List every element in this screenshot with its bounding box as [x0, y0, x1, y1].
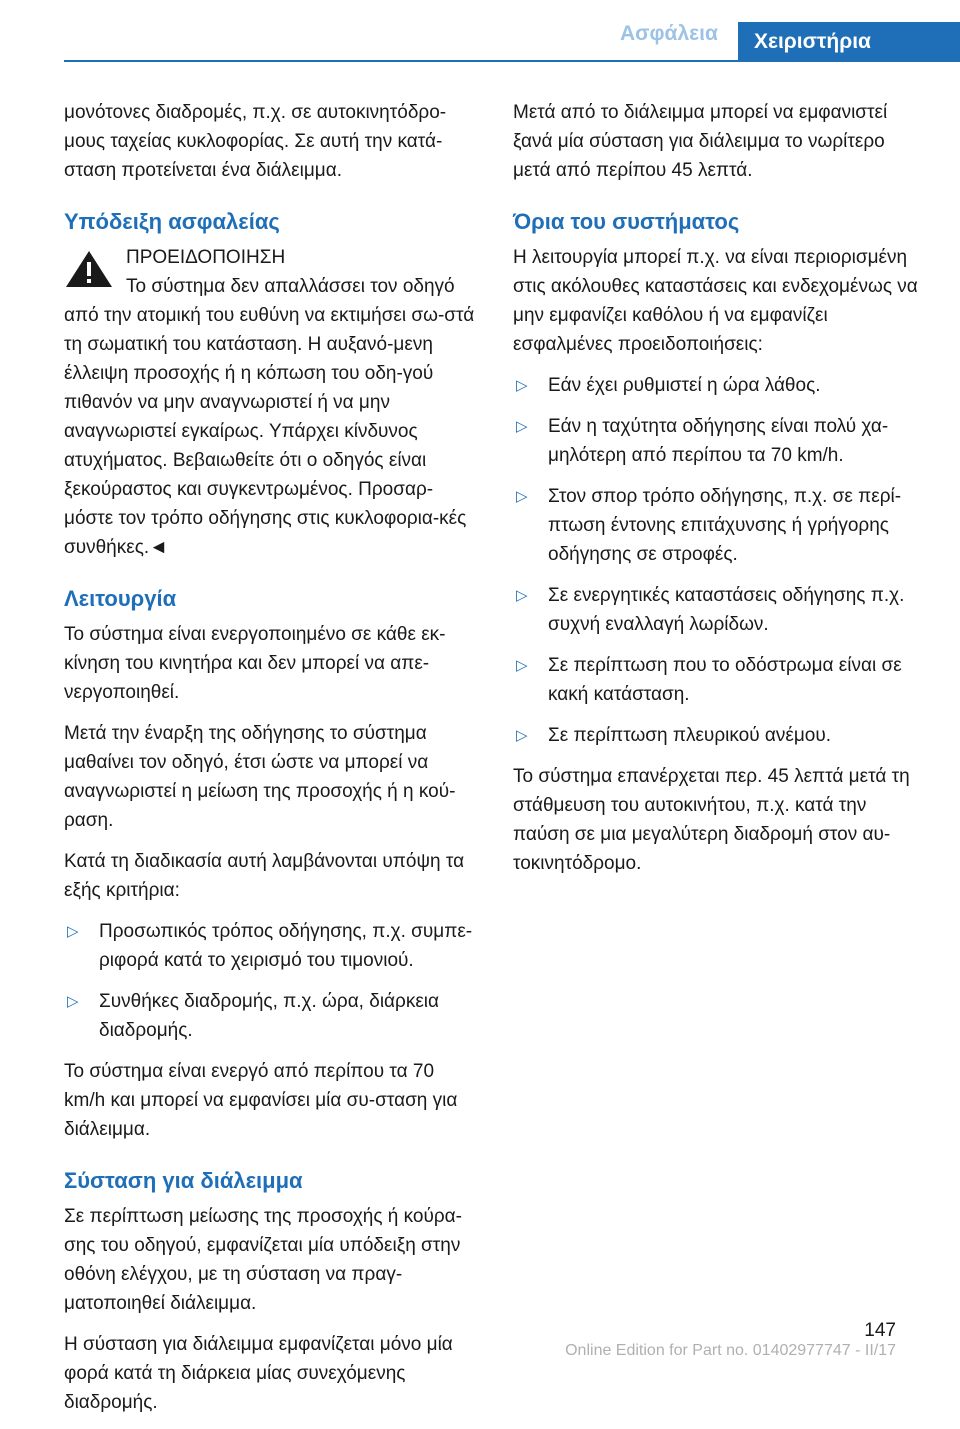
page-header	[0, 0, 960, 62]
header-section: Ασφάλεια	[620, 22, 718, 45]
list-item: ▷ Εάν η ταχύτητα οδήγησης είναι πολύ χα-μηλότερη από περίπου τα 70 km/h.	[513, 412, 927, 470]
warning-triangle-icon	[64, 249, 114, 289]
function-heading: Λειτουργία	[64, 586, 177, 611]
list-item: ▷ Εάν έχει ρυθμιστεί η ώρα λάθος.	[513, 371, 927, 400]
function-paragraph-2: Μετά την έναρξη της οδήγησης το σύστημα μαθαίνει τον οδηγό, έτσι ώστε να μπορεί να αναγνωριστεί η μείωση της προσοχής ή η κού-ραση.	[64, 723, 456, 831]
page-footer	[0, 1318, 960, 1362]
right-column	[513, 98, 927, 890]
function-paragraph-4: Το σύστημα είναι ενεργό από περίπου τα 70 km/h και μπορεί να εμφανίσει μία συ-σταση για διάλειμμα.	[64, 1061, 458, 1140]
limits-paragraph: Η λειτουργία μπορεί π.χ. να είναι περιορισμένη στις ακόλουθες καταστάσεις και ενδεχομένως να μην εμφανίζει καθόλου ή να εμφανίζει εσφαλμένες προειδοποιήσεις:	[513, 247, 918, 355]
limits-heading: Όρια του συστήματος	[513, 209, 740, 234]
bullet-triangle-icon: ▷	[516, 587, 528, 604]
safety-heading: Υπόδειξη ασφαλείας	[64, 209, 280, 234]
bullet-triangle-icon: ▷	[67, 993, 79, 1010]
warning-block	[64, 243, 478, 562]
page-number: 147	[864, 1320, 896, 1341]
break-paragraph-2: Η σύσταση για διάλειμμα εμφανίζεται μόνο μία φορά κατά τη διάρκεια μίας συνεχόμενης διαδρομής.	[64, 1334, 453, 1413]
bullet-triangle-icon: ▷	[516, 377, 528, 394]
break-paragraph-1: Σε περίπτωση μείωσης της προσοχής ή κούρα-σης του οδηγού, εμφανίζεται μία υπόδειξη στην οθόνη ελέγχου, με τη σύσταση να πραγ-ματοποιηθεί διάλειμμα.	[64, 1206, 462, 1314]
left-column	[64, 98, 478, 1429]
warning-title: ΠΡΟΕΙΔΟΠΟΙΗΣΗ	[126, 247, 286, 268]
list-item: ▷ Στον σπορ τρόπο οδήγησης, π.χ. σε περί-πτωση έντονης επιτάχυνσης ή γρήγορης οδήγησης σε στροφές.	[513, 482, 927, 569]
list-item: ▷ Σε ενεργητικές καταστάσεις οδήγησης π.χ. συχνή εναλλαγή λωρίδων.	[513, 581, 927, 639]
bullet-triangle-icon: ▷	[516, 418, 528, 435]
after-break-paragraph: Μετά από το διάλειμμα μπορεί να εμφανιστεί ξανά μία σύσταση για διάλειμμα το νωρίτερο μετά από περίπου 45 λεπτά.	[513, 102, 888, 181]
bullet-triangle-icon: ▷	[516, 727, 528, 744]
bullet-triangle-icon: ▷	[516, 657, 528, 674]
limits-list	[513, 371, 927, 750]
edition-note: Online Edition for Part no. 01402977747 - II/17	[565, 1342, 896, 1359]
bullet-triangle-icon: ▷	[516, 488, 528, 505]
list-item: ▷ Σε περίπτωση που το οδόστρωμα είναι σε κακή κατάσταση.	[513, 651, 927, 709]
header-rule	[64, 60, 960, 62]
warning-text: Το σύστημα δεν απαλλάσσει τον οδηγό από την ατομική του ευθύνη να εκτιμήσει σω-στά τη σωματική του κατάσταση. Η αυξανό-μενη έλλειψη προσοχής ή η κόπωση του οδη-γού πιθανόν να μην αναγνωριστεί ή να μην αναγνωριστεί εγκαίρως. Υπάρχει κίνδυνος ατυχήματος. Βεβαιωθείτε ότι ο οδηγός είναι ξεκούραστος και συγκεντρωμένος. Προσαρ-μόστε τον τρόπο οδήγησης στις κυκλοφορια-κές συνθήκες.◄	[64, 276, 475, 558]
intro-paragraph: μονότονες διαδρομές, π.χ. σε αυτοκινητόδρο-μους ταχείας κυκλοφορίας. Σε αυτή την κατά-σταση προτείνεται ένα διάλειμμα.	[64, 102, 447, 181]
break-heading: Σύσταση για διάλειμμα	[64, 1168, 303, 1193]
list-item: ▷ Προσωπικός τρόπος οδήγησης, π.χ. συμπε-ριφορά κατά το χειρισμό του τιμονιού.	[64, 917, 478, 975]
function-paragraph-3: Κατά τη διαδικασία αυτή λαμβάνονται υπόψη τα εξής κριτήρια:	[64, 851, 465, 901]
bullet-triangle-icon: ▷	[67, 923, 79, 940]
list-item: ▷ Συνθήκες διαδρομής, π.χ. ώρα, διάρκεια διαδρομής.	[64, 987, 478, 1045]
header-chapter: Χειριστήρια	[738, 22, 960, 62]
reset-paragraph: Το σύστημα επανέρχεται περ. 45 λεπτά μετά τη στάθμευση του αυτοκινήτου, π.χ. κατά την παύση σε μια μεγαλύτερη διαδρομή στον αυ-τοκινητόδρομο.	[513, 766, 910, 874]
list-item: ▷ Σε περίπτωση πλευρικού ανέμου.	[513, 721, 927, 750]
criteria-list	[64, 917, 478, 1045]
function-paragraph-1: Το σύστημα είναι ενεργοποιημένο σε κάθε εκ-κίνηση του κινητήρα και δεν μπορεί να απε-νεργοποιηθεί.	[64, 624, 446, 703]
